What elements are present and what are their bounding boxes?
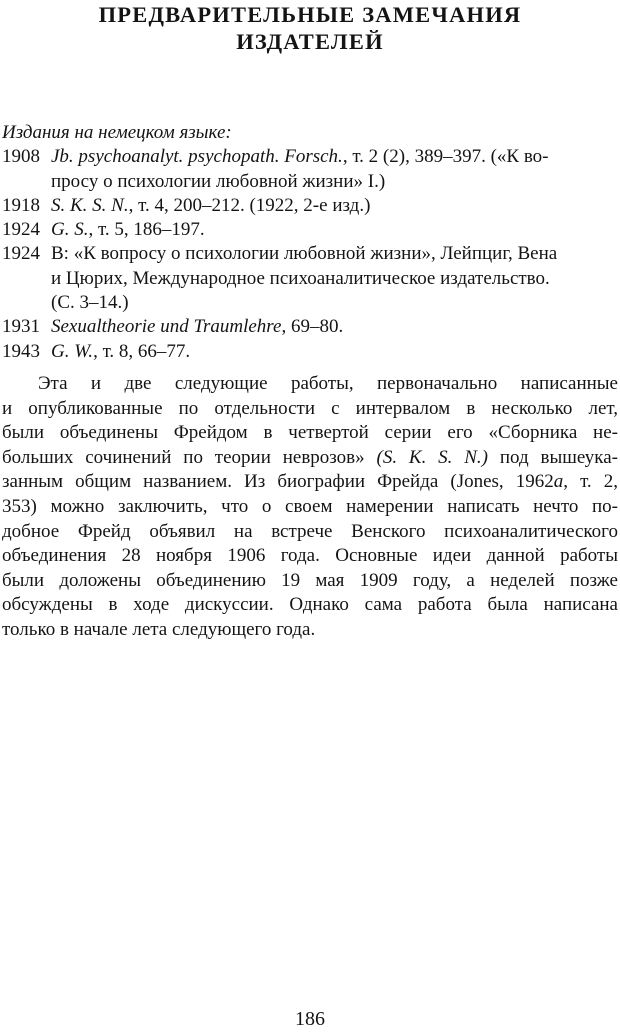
paragraph-line: 353) можно заключить, что о своем намерении написать нечто по- <box>2 495 618 517</box>
edition-text <box>51 145 618 194</box>
edition-line: (С. 3–14.) <box>51 292 129 314</box>
edition-year: 1924 <box>2 243 40 265</box>
paragraph-text: под вышеука- <box>488 446 619 468</box>
paragraph-line: добное Фрейд объявил на встрече Венского психоаналитического <box>2 520 618 542</box>
paragraph-line: объединения 28 ноября 1906 года. Основные идеи данной работы <box>2 545 618 567</box>
edition-detail: , т. 2 (2), 389–397. («К во- <box>342 146 549 168</box>
paragraph-text: больших сочинений по теории неврозов» <box>2 446 377 468</box>
edition-year: 1918 <box>2 194 40 216</box>
edition-entry <box>2 145 618 194</box>
edition-text <box>51 242 618 315</box>
paragraph-text: занным общим названием. Из биографии Фрейда (Jones, 1962 <box>2 471 554 493</box>
edition-detail: , 69–80. <box>281 316 344 338</box>
paragraph-line: и опубликованные по отдельности с интервалом в несколько лет, <box>2 397 618 419</box>
edition-entry <box>2 218 618 242</box>
edition-year: 1931 <box>2 316 40 338</box>
edition-line: В: «К вопросу о психологии любовной жизни», Лейпциг, Вена <box>51 243 558 265</box>
paragraph-line: были доложены объединению 19 мая 1909 году, а неделей позже <box>2 569 618 591</box>
edition-text <box>51 194 618 218</box>
journal-title: Jb. psychoanalyt. psychopath. Forsch. <box>51 146 343 168</box>
edition-line: просу о психологии любовной жизни» I.) <box>51 170 386 192</box>
paragraph-line: обсуждены в ходе дискуссии. Однако сама работа была написана <box>2 594 618 616</box>
page-title-line-1: ПРЕДВАРИТЕЛЬНЫЕ ЗАМЕЧАНИЯ <box>98 2 522 27</box>
edition-entry <box>2 242 618 315</box>
paragraph-line <box>2 470 618 495</box>
journal-title: G. W. <box>51 340 94 362</box>
edition-line <box>51 194 618 218</box>
edition-line <box>51 315 618 339</box>
edition-entry <box>2 315 618 339</box>
page-number: 186 <box>295 1008 325 1030</box>
edition-text <box>51 340 618 364</box>
journal-title: S. K. S. N. <box>51 194 129 216</box>
edition-text <box>51 218 618 242</box>
edition-line: и Цюрих, Международное психоаналитическое издательство. <box>51 267 550 289</box>
edition-year: 1924 <box>2 219 40 241</box>
paragraph-line: только в начале лета следующего года. <box>2 618 316 640</box>
edition-entry <box>2 194 618 218</box>
edition-detail: , т. 4, 200–212. (1922, 2-е изд.) <box>128 194 371 216</box>
paragraph-line: Эта и две следующие работы, первоначально написанные <box>38 373 618 394</box>
edition-entry <box>2 340 618 364</box>
paragraph-line <box>2 446 618 471</box>
editions-list <box>2 121 618 364</box>
abbreviation: (S. K. S. N.) <box>376 446 489 468</box>
edition-line <box>51 218 618 242</box>
edition-line <box>51 340 618 364</box>
edition-line <box>51 145 618 169</box>
edition-year: 1908 <box>2 146 40 168</box>
paragraph-line: были объединены Фрейдом в четвертой серии его «Сборника не- <box>2 422 618 444</box>
edition-text <box>51 315 618 339</box>
journal-title: Sexualtheorie und Traumlehre <box>51 316 282 338</box>
edition-detail: , т. 8, 66–77. <box>93 340 191 362</box>
paragraph-text: , т. 2, <box>563 471 618 493</box>
edition-detail: , т. 5, 186–197. <box>88 219 205 241</box>
body-paragraph <box>2 372 618 643</box>
citation-suffix: a <box>553 471 564 493</box>
edition-year: 1943 <box>2 340 40 362</box>
journal-title: G. S. <box>51 219 89 241</box>
page-title-line-2: ИЗДАТЕЛЕЙ <box>236 29 384 54</box>
editions-heading: Издания на немецком языке: <box>2 122 232 143</box>
